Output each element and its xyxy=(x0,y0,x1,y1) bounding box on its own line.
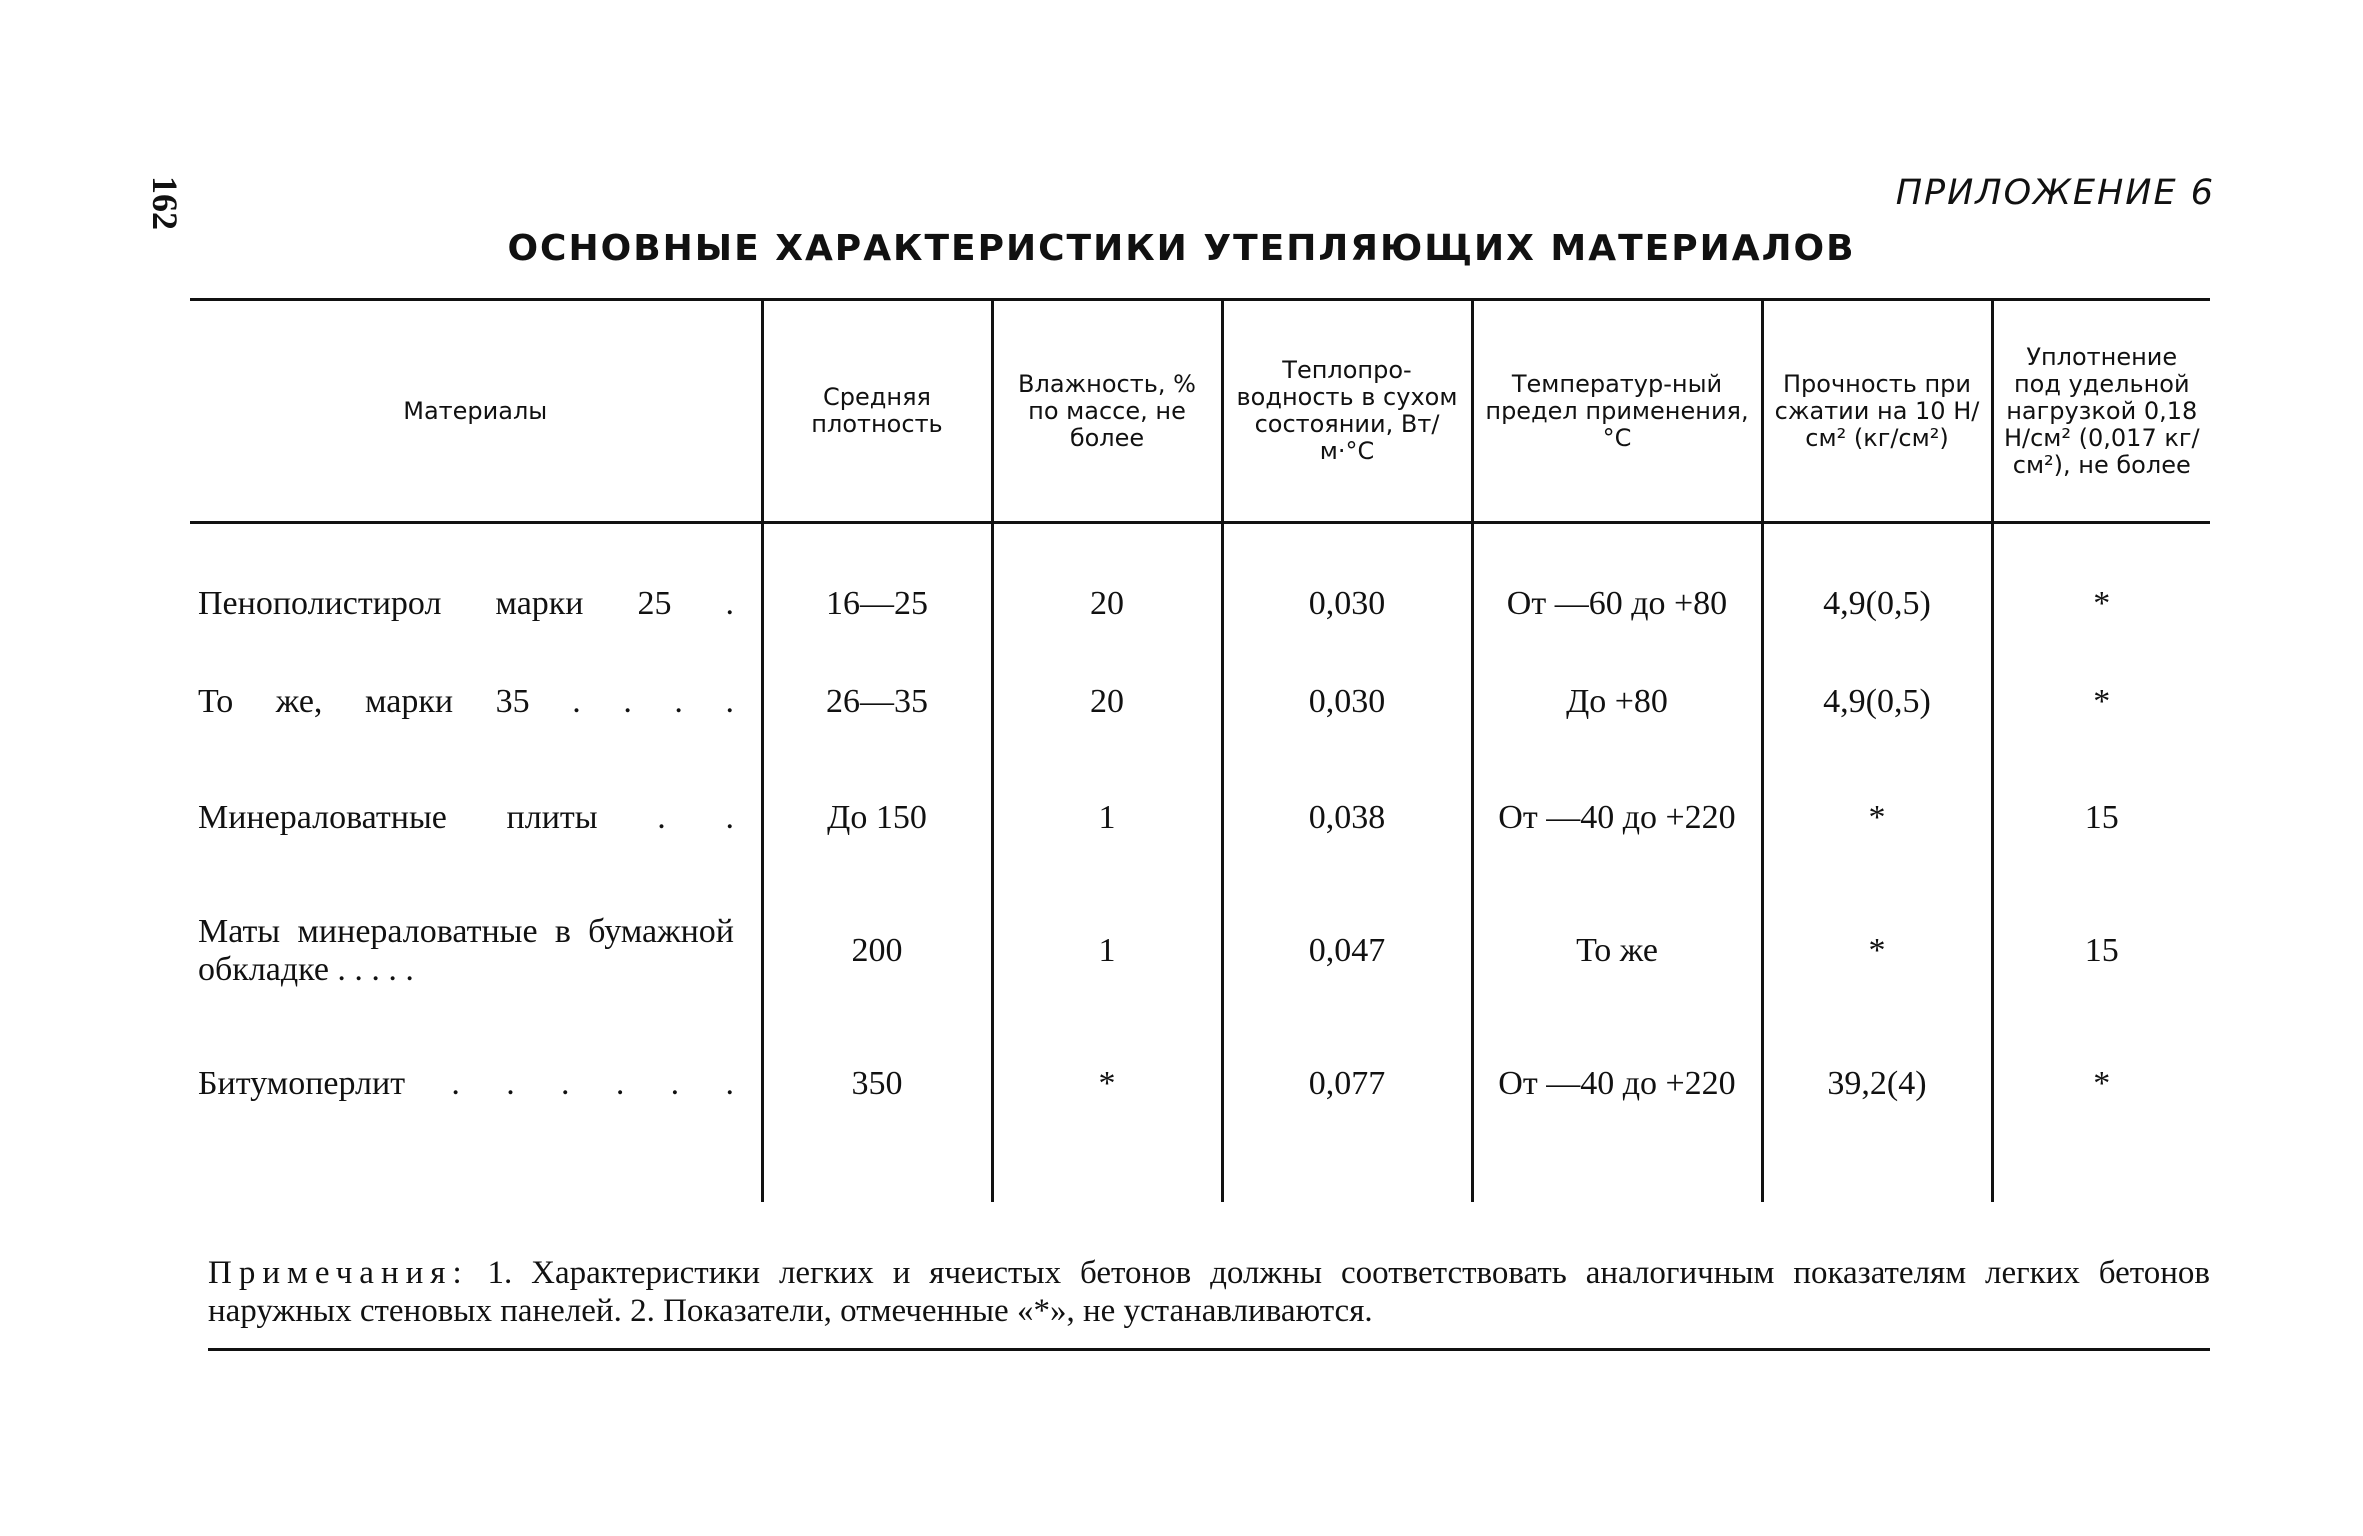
density-cell: 26—35 xyxy=(762,644,992,760)
temperature-cell: От —40 до +220 xyxy=(1472,1026,1762,1142)
temperature-cell: От —60 до +80 xyxy=(1472,523,1762,645)
strength-cell: 39,2(4) xyxy=(1762,1026,1992,1142)
notes-text: 1. Характеристики легких и ячеистых бетонов должны соответствовать аналогичным показателям легких бетонов наружных стеновых панелей. 2. Показатели, отмеченные «*», не устанавливаются. xyxy=(208,1255,2210,1329)
temperature-cell: То же xyxy=(1472,876,1762,1026)
strength-cell: * xyxy=(1762,760,1992,876)
column-header-compaction: Уплотнение под удельной нагрузкой 0,18 Н/см² (0,017 кг/см²), не более xyxy=(1992,300,2210,523)
material-name: То же, марки 35 . . . . xyxy=(198,683,734,720)
material-name: Битумоперлит . . . . . . xyxy=(198,1065,734,1102)
bottom-rule xyxy=(208,1348,2210,1351)
material-cell xyxy=(190,876,762,1026)
compaction-cell: * xyxy=(1992,644,2210,760)
compaction-cell: 15 xyxy=(1992,760,2210,876)
humidity-cell: 1 xyxy=(992,760,1222,876)
table-row xyxy=(190,876,2210,1026)
conductivity-cell: 0,038 xyxy=(1222,760,1472,876)
page-number: 162 xyxy=(145,176,185,230)
table-row xyxy=(190,1026,2210,1142)
density-cell: До 150 xyxy=(762,760,992,876)
conductivity-cell: 0,030 xyxy=(1222,644,1472,760)
table-row xyxy=(190,644,2210,760)
density-cell: 350 xyxy=(762,1026,992,1142)
humidity-cell: * xyxy=(992,1026,1222,1142)
humidity-cell: 20 xyxy=(992,523,1222,645)
material-cell xyxy=(190,760,762,876)
column-header-humidity: Влажность, % по массе, не более xyxy=(992,300,1222,523)
conductivity-cell: 0,030 xyxy=(1222,523,1472,645)
temperature-cell: До +80 xyxy=(1472,644,1762,760)
table-spacer-row xyxy=(190,1142,2210,1202)
material-name: Маты минераловатные в бумажной обкладке . . . . . xyxy=(198,913,734,988)
column-header-material: Материалы xyxy=(190,300,762,523)
column-header-conductivity: Теплопро-водность в сухом состоянии, Вт/м·°С xyxy=(1222,300,1472,523)
strength-cell: 4,9(0,5) xyxy=(1762,644,1992,760)
appendix-label: ПРИЛОЖЕНИЕ 6 xyxy=(1895,173,2215,213)
page-title: ОСНОВНЫЕ ХАРАКТЕРИСТИКИ УТЕПЛЯЮЩИХ МАТЕРИАЛОВ xyxy=(507,228,1856,269)
column-header-density: Средняя плотность xyxy=(762,300,992,523)
strength-cell: 4,9(0,5) xyxy=(1762,523,1992,645)
strength-cell: * xyxy=(1762,876,1992,1026)
material-name: Пенополистирол марки 25 . xyxy=(198,585,734,622)
temperature-cell: От —40 до +220 xyxy=(1472,760,1762,876)
compaction-cell: * xyxy=(1992,1026,2210,1142)
table-header-row xyxy=(190,300,2210,523)
conductivity-cell: 0,047 xyxy=(1222,876,1472,1026)
humidity-cell: 1 xyxy=(992,876,1222,1026)
characteristics-table-wrap xyxy=(190,298,2210,1202)
table-row xyxy=(190,523,2210,645)
conductivity-cell: 0,077 xyxy=(1222,1026,1472,1142)
table-row xyxy=(190,760,2210,876)
notes-label: Примечания: xyxy=(208,1255,469,1291)
density-cell: 200 xyxy=(762,876,992,1026)
material-cell xyxy=(190,523,762,645)
humidity-cell: 20 xyxy=(992,644,1222,760)
characteristics-table xyxy=(190,298,2210,1202)
density-cell: 16—25 xyxy=(762,523,992,645)
column-header-strength: Прочность при сжатии на 10 Н/см² (кг/см²) xyxy=(1762,300,1992,523)
material-cell xyxy=(190,1026,762,1142)
compaction-cell: * xyxy=(1992,523,2210,645)
compaction-cell: 15 xyxy=(1992,876,2210,1026)
material-cell xyxy=(190,644,762,760)
notes xyxy=(208,1254,2210,1330)
material-name: Минераловатные плиты . . xyxy=(198,799,734,836)
column-header-temperature: Температур-ный предел применения, °С xyxy=(1472,300,1762,523)
